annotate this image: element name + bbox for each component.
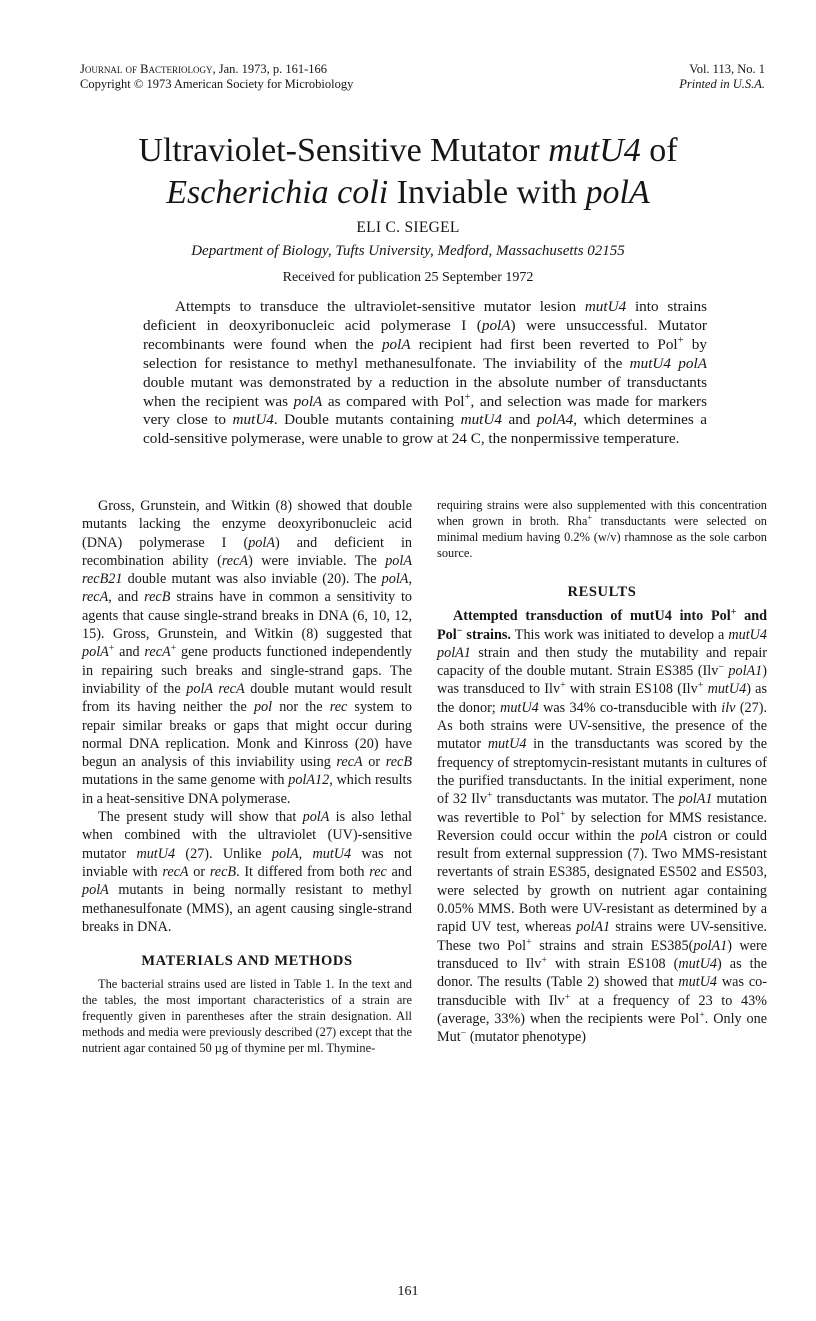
title-text: of [640, 132, 678, 169]
title-gene: mutU4 [548, 132, 641, 169]
section-heading-methods: MATERIALS AND METHODS [141, 953, 353, 970]
abstract: Attempts to transduce the ultraviolet-sensitive mutator lesion mutU4 into strains deficient in deoxyribonucleic acid polymerase I (polA) were unsuccessful. Mutator recombinants were found when the polA recipient had first been reverted to Pol+ by selection for resistance to methyl methanesulfonate. The inviability of the mutU4 polA double mutant was demonstrated by a reduction in the absolute number of transductants when the recipient was polA as compared with Pol+, and selection was made for markers very close to mutU4. Double mutants containing mutU4 and polA4, which determines a cold-sensitive polymerase, were unable to grow at 24 C, the nonpermissive temperature. [143, 298, 708, 448]
paragraph: The bacterial strains used are listed in Table 1. In the text and the tables, the most important characteristics of a strain are frequently given in parentheses after the strain designation. All methods and media were previously described (27) except that the nutrient agar contained 50 µg of thymine per ml. Thymine- [82, 977, 412, 1056]
author-affiliation: Department of Biology, Tufts University, Medford, Massachusetts 02155 [191, 243, 625, 259]
page-number: 161 [397, 1284, 419, 1299]
volume-header [505, 62, 765, 92]
paragraph: requiring strains were also supplemented with this concentration when grown in broth. Rha+ transductants were selected on minimal medium having 0.2% (w/v) rhamnose as the sole carbon source. [437, 498, 767, 560]
paragraph: Attempted transduction of mutU4 into Pol+ and Pol− strains. This work was initiated to develop a mutU4 polA1 strain and then study the mutability and repair capacity of the double mutant. Strain ES385 (Ilv− polA1) was transduced to Ilv+ with strain ES108 (Ilv+ mutU4) as the donor; mutU4 was 34% co-transducible with ilv (27). As both strains were UV-sensitive, the presence of the mutator mutU4 in the transductants was scored by the frequency of streptomycin-resistant mutants in cultures of the purified transductants. In the initial experiment, none of 32 Ilv+ transductants was mutator. The polA1 mutation was revertible to Pol+ by selection for MMS resistance. Reversion could occur within the polA cistron or could result from external suppression (7). Two MMS-resistant revertants of strain ES385, designated ES502 and ES503, were selected by growth on nutrient agar containing 0.05% MMS. Both were UV-resistant as determined by a rapid UV test, whereas polA1 strains were UV-sensitive. These two Pol+ strains and strain ES385(polA1) were transduced to Ilv+ with strain ES108 (mutU4) as the donor. The results (Table 2) showed that mutU4 was co-transducible with Ilv+ at a frequency of 23 to 43% (average, 33%) when the recipients were Pol+. Only one Mut− (mutator phenotype) [437, 606, 768, 1046]
title-organism: Escherichia coli [166, 174, 389, 211]
article-title [60, 130, 756, 214]
body-column-left [82, 497, 412, 1056]
received-date: Received for publication 25 September 1972 [282, 270, 534, 285]
copyright-line: Copyright © 1973 American Society for Microbiology [80, 77, 354, 91]
volume-number: Vol. 113, No. 1 [689, 62, 765, 76]
journal-issue: , Jan. 1973, p. 161-166 [212, 62, 328, 76]
paragraph: Gross, Grunstein, and Witkin (8) showed that double mutants lacking the enzyme deoxyribonucleic acid (DNA) polymerase I (polA) and deficient in recombination ability (recA) were inviable. The polA recB21 double mutant was also inviable (20). The polA, recA, and recB strains have in common a sensitivity to agents that cause single-strand breaks in DNA (6, 10, 12, 15). Gross, Grunstein, and Witkin (8) suggested that polA+ and recA+ gene products functioned independently in repairing such breaks and single-strand gaps. The inviability of the polA recA double mutant would result from its having neither the pol nor the rec system to repair similar breaks or gaps that might occur during normal DNA replication. Monk and Kinross (20) have begun an analysis of this inviability using recA or recB mutations in the same genome with polA12, which results in a heat-sensitive DNA polymerase. [82, 498, 413, 807]
journal-name: Journal of Bacteriology [80, 62, 213, 76]
journal-header [80, 62, 440, 92]
printed-in: Printed in U.S.A. [679, 77, 765, 91]
title-gene: polA [585, 174, 650, 211]
paragraph: The present study will show that polA is also lethal when combined with the ultraviolet (UV)-sensitive mutator mutU4 (27). Unlike polA, mutU4 was not inviable with recA or recB. It differed from both rec and polA mutants in being normally resistant to methyl methanesulfonate (MMS), an agent causing single-strand breaks in DNA. [82, 809, 412, 935]
section-heading-results: RESULTS [567, 584, 637, 600]
title-text: Ultraviolet-Sensitive Mutator [138, 132, 549, 169]
author-name: ELI C. SIEGEL [356, 219, 460, 236]
body-column-right [437, 497, 767, 1046]
title-text: Inviable with [388, 174, 586, 211]
